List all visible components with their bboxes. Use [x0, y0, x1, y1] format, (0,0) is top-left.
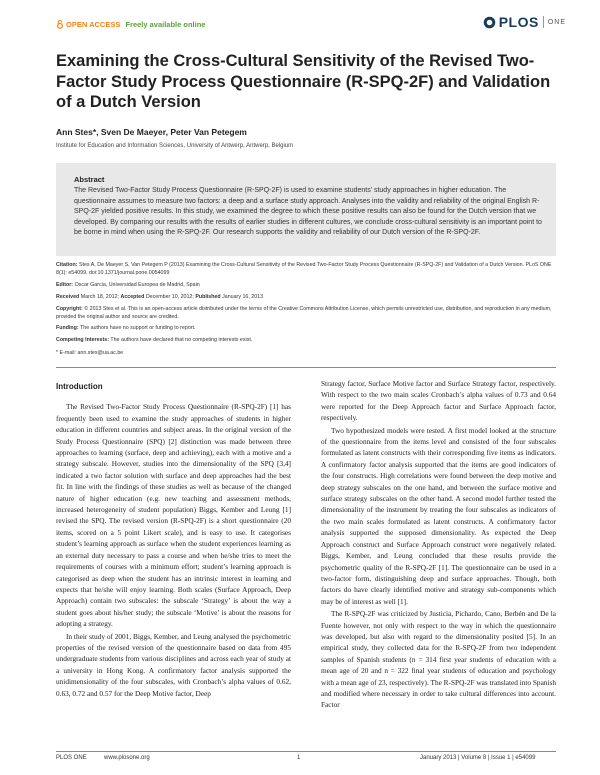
paragraph: In their study of 2001, Biggs, Kember, and Leung analysed the psychometric properties of the revised version of the questionnaire based on data from 495 undergraduate students from various disciplines and across each year of study at a university in Hong Kong. A confirmatory factor analysis supported the unidimensionality of the four subscales, with Cronbach’s alpha values of 0.62, 0.63, 0.72 and 0.57 for the Deep Motive factor, Deep — [56, 631, 291, 698]
published-label: Published — [195, 294, 221, 300]
editor-label: Editor: — [56, 282, 74, 288]
paragraph: Two hypothesized models were tested. A first model looked at the structure of the questionnaire from the items level and consisted of the four subscales formulated as latent constructs with their corresponding five items as indicators. A confirmatory factor analysis supported that the items are good indicators of the four constructs. High correlations were found between the deep motive and deep strategy subscales on the one hand, and between the surface motive and surface strategy subscales on the other hand. A second model further tested the dimensionality of the instrument by treating the four subscales as indicators of the two main scales formulated as latent constructs. A confirmatory factor analysis supported the supposed dimensionality. As expected the Deep Approach construct and Surface Approach construct were negatively related. Biggs, Kember, and Leung concluded that these results provide the psychometric quality of the R-SPQ-2F [1]. The questionnaire can be used in a two-factor form, distinguishing deep and surface approaches. Though, both factors do have clearly identified motive and strategy sub-components which may be of interest as well [1]. — [321, 425, 556, 606]
received-label: Received — [56, 294, 80, 300]
editor — [56, 282, 556, 290]
open-label: OPEN — [66, 20, 88, 29]
logo-plos-text: PLOS — [498, 14, 539, 30]
dates — [56, 294, 556, 302]
published-date: January 16, 2013 — [222, 294, 264, 300]
open-access-icon — [56, 20, 64, 29]
abstract-box — [56, 163, 556, 256]
footer-journal: PLOS ONE — [56, 755, 87, 761]
paragraph: Strategy factor, Surface Motive factor and Surface Strategy factor, respectively. With respect to the two main scales Cronbach’s alpha values of 0.73 and 0.64 were reported for the Deep Approach factor and Surface Approach factor, respectively. — [321, 379, 556, 423]
left-column — [56, 381, 291, 700]
competing-label: Competing Interests: — [56, 337, 109, 343]
page-number: 1 — [297, 755, 301, 761]
footer-divider — [56, 751, 556, 752]
plos-one-logo — [483, 14, 566, 30]
plos-logo-icon — [483, 16, 496, 29]
paragraph: The Revised Two-Factor Study Process Questionnaire (R-SPQ-2F) [1] has frequently been used to examine the study approaches of students in higher education in different countries and subject areas. In the original version of the Study Process Questionnaire (SPQ) [2] distinction was made between three approaches to learning (surface, deep and achieving), each with a motive and a strategy subscale. However, studies into the dimensionality of the SPQ [3,4] indicated a two factor solution with surface and deep approaches had the best fit. In line with the findings of these studies as well as because of the changed nature of higher education (e.g. new teaching and assessment methods, increased heterogeneity of student population) Biggs, Kember and Leung [1] revised the SPQ. The revised version (R-SPQ-2F) is a short questionnaire (20 items, scored on a 5 point Likert scale), and is easy to use. It categorises student’s learning approach as surface when the student experiences learning as an external duty necessary to pass a course and when he/she tries to meet the requirements of courses with a minimum effort; student’s learning approach is categorised as deep when the student has an intrinsic interest in learning and expects that he/she will enjoy learning. Both scales (Surface Approach, Deep Approach) contain two subscales: the subscale ‘Strategy’ is about the way a student goes about his/her study; the subscale ‘Motive’ is about the reasons for adopting a strategy. — [56, 402, 291, 629]
footer-issue: January 2013 | Volume 8 | Issue 1 | e54099 — [420, 755, 536, 761]
logo-one-text: ONE — [547, 18, 566, 26]
funding-text: The authors have no support or funding to report. — [80, 325, 196, 331]
logo-divider — [543, 16, 544, 28]
open-access-banner — [56, 20, 205, 29]
article-title: Examining the Cross-Cultural Sensitivity of the Revised Two-Factor Study Process Questionnaire (R-SPQ-2F) and Validation of a Dutch Version — [56, 52, 551, 111]
paragraph: The R-SPQ-2F was criticized by Justicia, Pichardo, Cano, Berbén and De la Fuente however, not only with respect to the way in which the questionnaire was developed, but also with regard to the dimensionality posited [5]. In an empirical study, they collected data for the R-SPQ-2F from two independent samples of Spanish students (n = 314 first year students of education with a mean age of 20 and n = 322 final year students of education and psychology with a mean age of 23, respectively). The R-SPQ-2F was translated into Spanish and modified where necessary in order to take cultural differences into account. Factor — [321, 609, 556, 710]
affiliation: Institute for Education and Information Sciences, University of Antwerp, Antwerp, Belgium — [56, 143, 294, 149]
copyright — [56, 306, 556, 321]
section-divider — [56, 367, 556, 368]
accepted-date: December 10, 2012; — [145, 294, 194, 300]
received-date: March 18, 2012; — [80, 294, 120, 300]
copyright-label: Copyright: — [56, 306, 83, 312]
access-label: ACCESS — [89, 20, 121, 29]
competing-interests — [56, 337, 556, 345]
competing-text: The authors have declared that no competing interests exist. — [110, 337, 253, 343]
right-column — [321, 378, 556, 712]
freely-available-label: Freely available online — [125, 20, 206, 29]
citation-label: Citation: — [56, 262, 78, 268]
footer-url[interactable]: www.plosone.org — [104, 755, 150, 761]
copyright-text: © 2013 Stes et al. This is an open-access article distributed under the terms of the Creative Commons Attribution License, which permits unrestricted use, distribution, and reproduction in any medium, provided the original author and source are credited. — [56, 306, 552, 320]
author-list: Ann Stes*, Sven De Maeyer, Peter Van Petegem — [56, 127, 247, 137]
funding-label: Funding: — [56, 325, 79, 331]
introduction-heading: Introduction — [56, 382, 103, 391]
editor-text: Oscar Garcia, Universidad Europea de Madrid, Spain — [74, 282, 200, 288]
accepted-label: Accepted — [120, 294, 145, 300]
abstract-text: The Revised Two-Factor Study Process Questionnaire (R-SPQ-2F) is used to examine students’ study approaches in higher education. The questionnaire assumes to measure two factors: a deep and a surface study approach. Analyses into the validity and reliability of the original English R-SPQ-2F yielded positive results. In this study, we examined the degree to which these positive results can also be found for the Dutch version that we developed. By comparing our results with the results of earlier studies in different cultures, we conclude cross-cultural sensitivity is an important point to be borne in mind when using the R-SPQ-2F. Our research supports the validity and reliability of our Dutch version of the R-SPQ-2F. — [74, 187, 542, 236]
funding — [56, 325, 556, 333]
citation-text: Stes A, De Maeyer S, Van Petegem P (2013) Examining the Cross-Cultural Sensitivity of the Revised Two-Factor Study Process Questionnaire (R-SPQ-2F) and Validation of a Dutch Version. PLoS ONE 8(1): e54099. doi:10.1371/journal.pone.0054099 — [56, 262, 552, 276]
abstract-heading: Abstract — [74, 175, 105, 184]
author-email: * E-mail: ann.stes@ua.ac.be — [56, 350, 124, 356]
citation — [56, 262, 556, 277]
